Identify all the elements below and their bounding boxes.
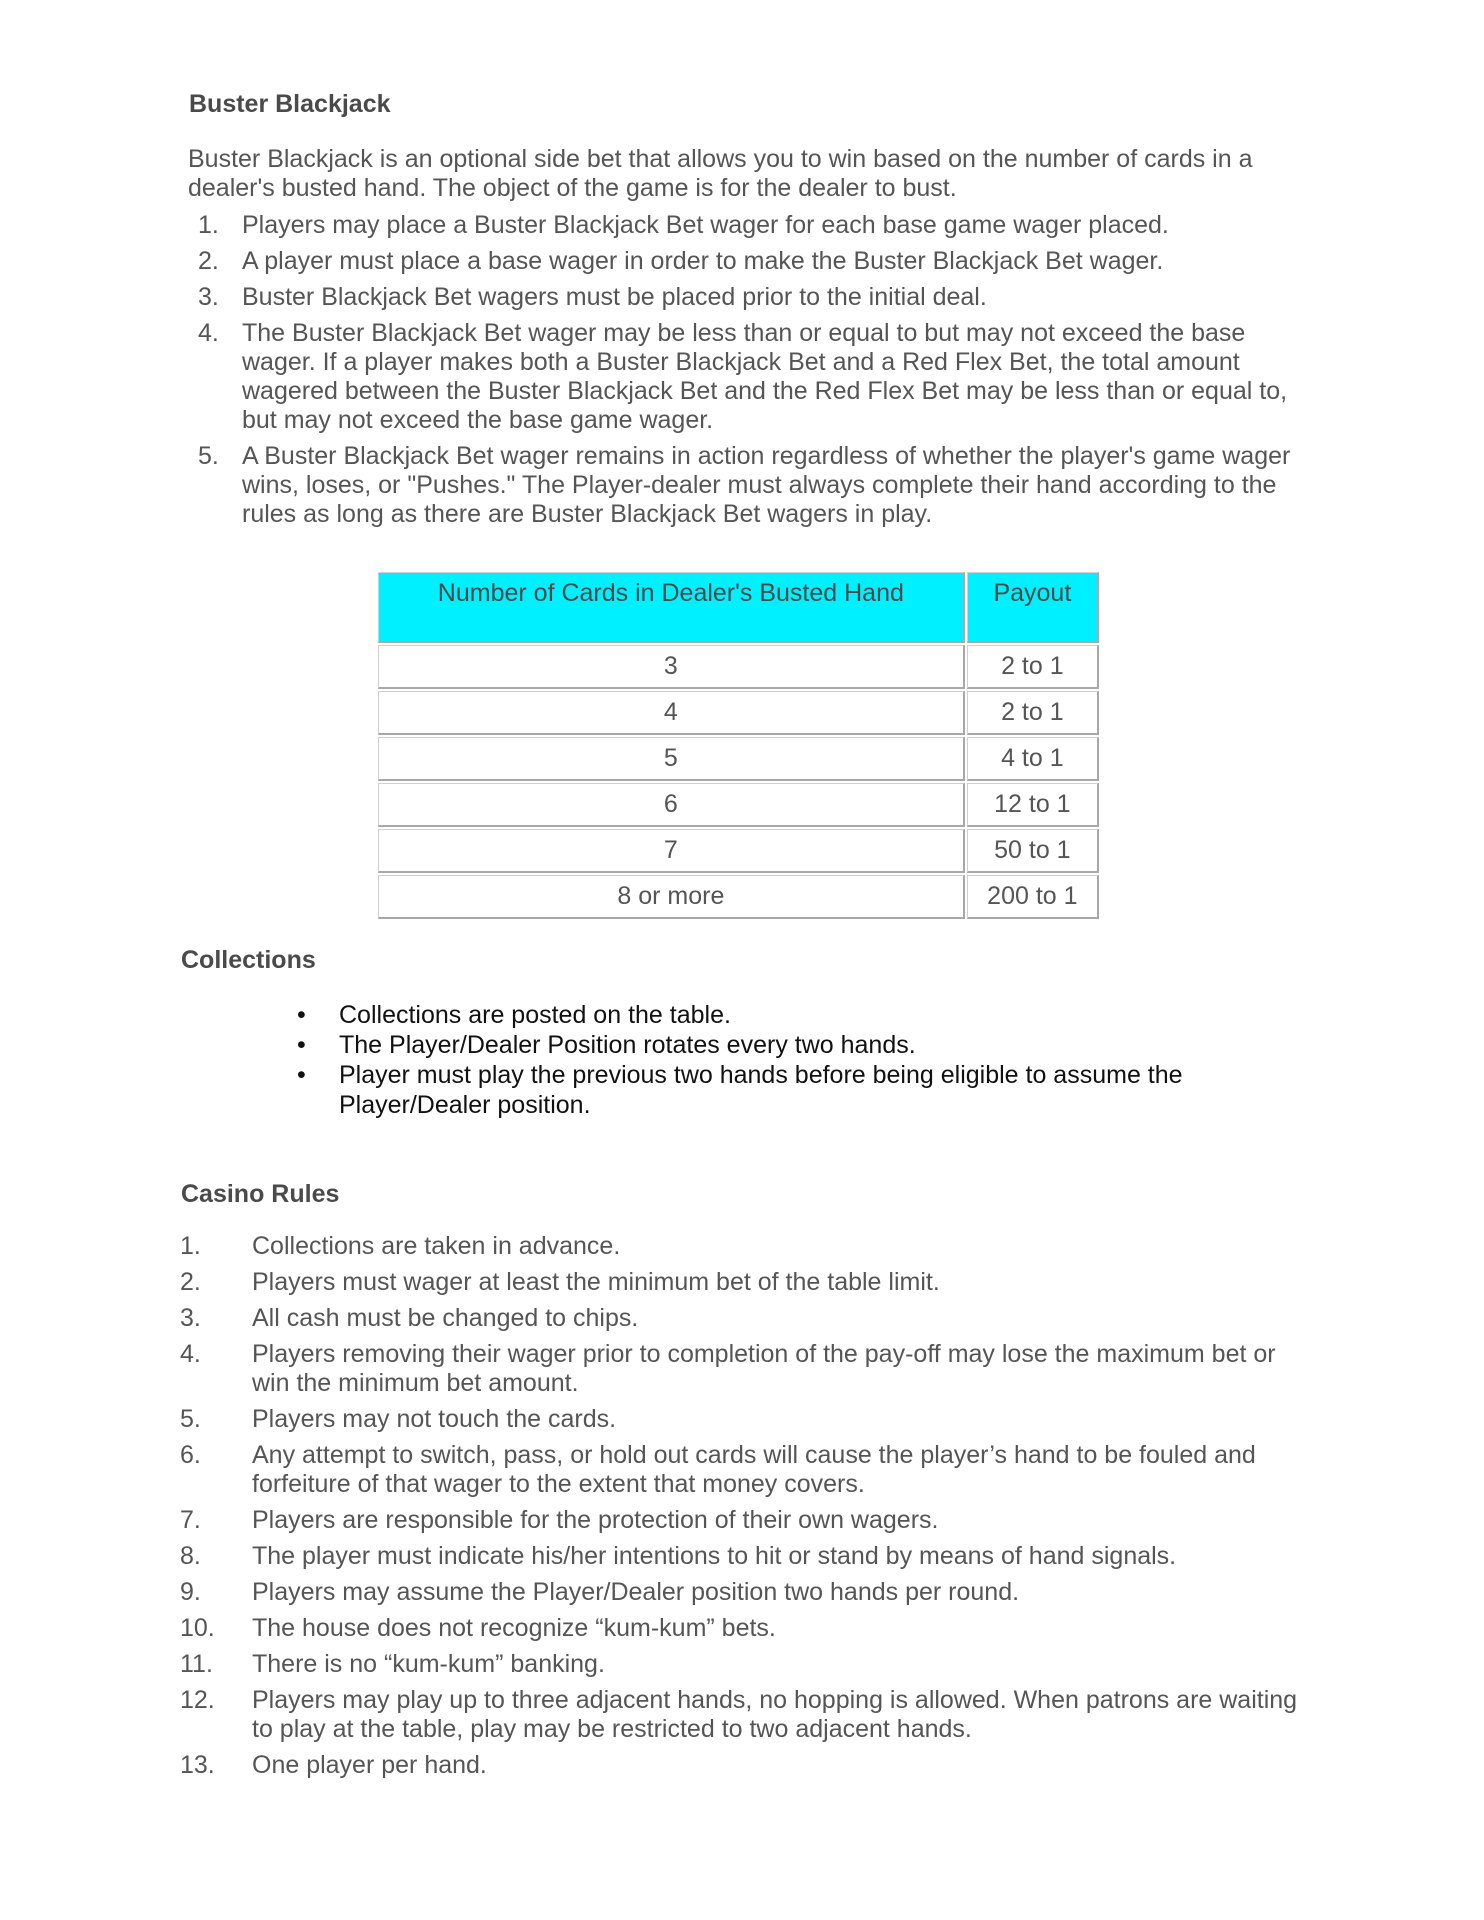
list-number: 12.	[180, 1686, 215, 1714]
header-cards: Number of Cards in Dealer's Busted Hand	[378, 572, 965, 643]
list-text: Collections are posted on the table.	[339, 1001, 731, 1029]
header-payout: Payout	[967, 572, 1099, 643]
list-number: 7.	[180, 1506, 201, 1534]
list-text: The player must indicate his/her intentions to hit or stand by means of hand signals.	[252, 1542, 1177, 1570]
list-number: 2.	[198, 247, 219, 275]
list-text: Players removing their wager prior to completion of the pay-off may lose the maximum bet or win the minimum bet amount.	[252, 1340, 1276, 1397]
list-text: A Buster Blackjack Bet wager remains in action regardless of whether the player's game wager wins, loses, or "Pushes." The Player-dealer must always complete their hand according to the rules as long as there are Buster Blackjack Bet wagers in play.	[242, 442, 1291, 528]
cell-payout: 50 to 1	[967, 829, 1099, 873]
list-text: All cash must be changed to chips.	[252, 1304, 639, 1332]
list-number: 5.	[198, 442, 219, 470]
section-title-casino-rules: Casino Rules	[181, 1180, 340, 1208]
cell-cards: 7	[378, 829, 965, 873]
cell-cards: 3	[378, 645, 965, 689]
list-item	[180, 1578, 1300, 1607]
payout-table	[376, 570, 1101, 921]
list-item	[180, 1542, 1300, 1571]
list-text: The house does not recognize “kum-kum” bets.	[252, 1614, 776, 1642]
list-text: Any attempt to switch, pass, or hold out cards will cause the player’s hand to be fouled and forfeiture of that wager to the extent that money covers.	[252, 1441, 1256, 1498]
cell-payout: 12 to 1	[967, 783, 1099, 827]
list-item	[180, 1506, 1300, 1535]
list-number: 10.	[180, 1614, 215, 1642]
list-item	[180, 1405, 1300, 1434]
list-text: There is no “kum-kum” banking.	[252, 1650, 605, 1678]
list-item	[180, 1232, 1300, 1261]
list-text: A player must place a base wager in order to make the Buster Blackjack Bet wager.	[242, 247, 1164, 275]
intro-paragraph: Buster Blackjack is an optional side bet that allows you to win based on the number of cards in a dealer's busted hand. The object of the game is for the dealer to bust.	[188, 145, 1253, 202]
list-text: Player must play the previous two hands before being eligible to assume the Player/Dealer position.	[339, 1061, 1183, 1119]
list-number: 1.	[180, 1232, 201, 1260]
table-row	[378, 875, 1099, 919]
list-item	[297, 1030, 1297, 1060]
list-number: 3.	[180, 1304, 201, 1332]
cell-payout: 4 to 1	[967, 737, 1099, 781]
list-item	[180, 1268, 1300, 1297]
list-number: 4.	[180, 1340, 201, 1368]
list-text: Players may place a Buster Blackjack Bet wager for each base game wager placed.	[242, 211, 1169, 239]
list-text: Players may play up to three adjacent hands, no hopping is allowed. When patrons are waiting to play at the table, play may be restricted to two adjacent hands.	[252, 1686, 1298, 1743]
table-row	[378, 829, 1099, 873]
list-text: One player per hand.	[252, 1751, 487, 1779]
list-text: Players may not touch the cards.	[252, 1405, 617, 1433]
list-number: 3.	[198, 283, 219, 311]
list-number: 4.	[198, 319, 219, 347]
cell-cards: 8 or more	[378, 875, 965, 919]
list-item	[188, 211, 1298, 240]
list-number: 8.	[180, 1542, 201, 1570]
cell-payout: 200 to 1	[967, 875, 1099, 919]
bullet-icon: •	[297, 1061, 306, 1089]
cell-cards: 6	[378, 783, 965, 827]
section-title-collections: Collections	[181, 946, 316, 974]
casino-rules-list	[180, 1232, 1300, 1787]
section-title-buster-blackjack: Buster Blackjack	[189, 90, 391, 118]
list-number: 11.	[180, 1650, 213, 1678]
list-item	[297, 1060, 1297, 1120]
list-item	[188, 247, 1298, 276]
list-item	[180, 1340, 1300, 1398]
list-text: The Player/Dealer Position rotates every two hands.	[339, 1031, 916, 1059]
bullet-icon: •	[297, 1031, 306, 1059]
list-item	[180, 1304, 1300, 1333]
table-row	[378, 783, 1099, 827]
list-item	[180, 1686, 1300, 1744]
list-number: 13.	[180, 1751, 215, 1779]
list-text: Players are responsible for the protection of their own wagers.	[252, 1506, 939, 1534]
table-row	[378, 691, 1099, 735]
table-row	[378, 645, 1099, 689]
cell-cards: 4	[378, 691, 965, 735]
list-item	[180, 1614, 1300, 1643]
list-item	[297, 1000, 1297, 1030]
list-item	[188, 442, 1298, 529]
list-text: Buster Blackjack Bet wagers must be placed prior to the initial deal.	[242, 283, 987, 311]
list-text: The Buster Blackjack Bet wager may be less than or equal to but may not exceed the base wager. If a player makes both a Buster Blackjack Bet and a Red Flex Bet, the total amount wagered between the Buster Blackjack Bet and the Red Flex Bet may be less than or equal to, but may not exceed the base game wager.	[242, 319, 1288, 434]
list-number: 6.	[180, 1441, 201, 1469]
cell-payout: 2 to 1	[967, 691, 1099, 735]
list-number: 9.	[180, 1578, 201, 1606]
list-number: 5.	[180, 1405, 201, 1433]
list-text: Players may assume the Player/Dealer position two hands per round.	[252, 1578, 1020, 1606]
list-number: 2.	[180, 1268, 201, 1296]
bullet-icon: •	[297, 1001, 306, 1029]
list-number: 1.	[198, 211, 219, 239]
cell-payout: 2 to 1	[967, 645, 1099, 689]
list-item	[188, 319, 1298, 435]
cell-cards: 5	[378, 737, 965, 781]
table-header-row	[378, 572, 1099, 643]
collections-list	[297, 1000, 1297, 1120]
list-item	[180, 1441, 1300, 1499]
buster-rules-list	[188, 211, 1298, 536]
list-item	[180, 1751, 1300, 1780]
table-row	[378, 737, 1099, 781]
list-item	[180, 1650, 1300, 1679]
list-text: Collections are taken in advance.	[252, 1232, 621, 1260]
list-item	[188, 283, 1298, 312]
list-text: Players must wager at least the minimum bet of the table limit.	[252, 1268, 940, 1296]
